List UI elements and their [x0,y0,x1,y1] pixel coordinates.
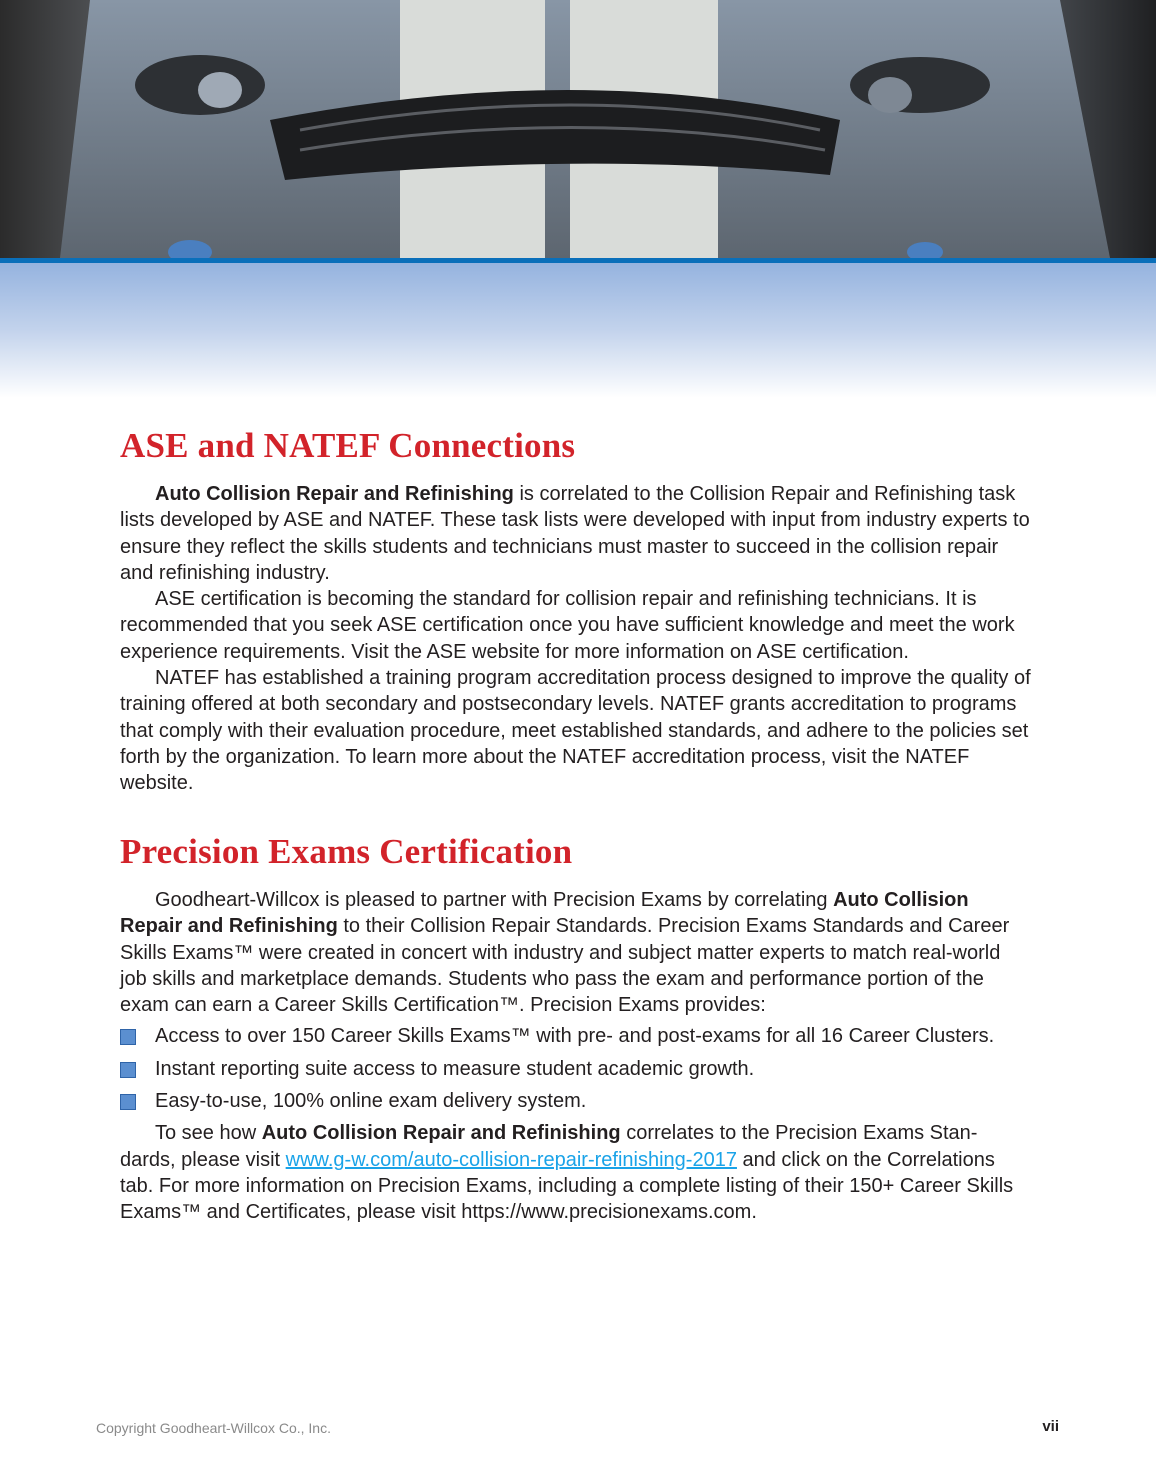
paragraph [120,1120,1032,1225]
car-illustration [0,0,1156,258]
paragraph: ASE certification is becoming the standard for collision repair and refinishing technicians. It is recommended that you seek ASE certification once you have sufficient knowledge and meet the work experience requirements. Visit the ASE website for more information on ASE certification. [120,588,1015,663]
square-bullet-icon [120,1029,136,1045]
book-title: Auto Collision Repair and Refinishing [261,1122,621,1145]
paragraph-text: Goodheart-Willcox is pleased to partner with Precision Exams by correlating [155,889,834,911]
page-number: vii [1042,1418,1059,1435]
list-item-text: Access to over 150 Career Skills Exams™ with pre- and post-exams for all 16 Career Clusters. [155,1025,995,1048]
paragraph-text: is correlated to the Collision Repair and Refinishing task lists developed by ASE and NATEF. These task lists were developed with input from industry experts to ensure they reflect the skills students and technicians must master to succeed in the collision repair and refinishing industry. [120,483,1030,584]
bullet-list [120,1023,1032,1114]
paragraph [120,481,1032,586]
paragraph-text: To see how [155,1122,262,1145]
list-item [120,1088,1032,1114]
paragraph-text: and click on the Correlations tab. For more information on Precision Exams, including a complete listing of their 150+ Career Skills Exams™ and Certificates, please visit https://www.precisionexams.com. [120,1148,1014,1224]
paragraph-text: to their Collision Repair Standards. Precision Exams Standards and Career Skills Exams™ were created in concert with industry and subject matter experts to match real-world job skills and marketplace demands. Students who pass the exam and performance portion of the exam can earn a Career Skills Certification™. Precision Exams provides: [120,915,1010,1017]
paragraph-text: correlates to the Precision Exams Stan-dards, please visit [120,1122,978,1171]
square-bullet-icon [120,1062,136,1078]
list-item [120,1023,1032,1049]
list-item [120,1056,1032,1082]
paragraph [120,887,1032,1018]
header-gradient [0,263,1156,398]
square-bullet-icon [120,1094,136,1110]
list-item-text: Easy-to-use, 100% online exam delivery system. [155,1090,587,1113]
correlations-link[interactable]: www.g-w.com/auto-collision-repair-refinishing-2017 [285,1148,737,1171]
car-hood-photo [0,0,1156,258]
list-item-text: Instant reporting suite access to measure student academic growth. [155,1057,755,1080]
book-title: Auto Collision Repair and Refinishing [120,889,969,938]
paragraph: NATEF has established a training program accreditation process designed to improve the quality of training offered at both secondary and postsecondary levels. NATEF grants accreditation to programs that comply with their evaluation procedure, meet established standards, and adhere to the policies set forth by the organization. To learn more about the NATEF accreditation process, visit the NATEF website. [120,667,1031,795]
copyright-notice: Copyright Goodheart-Willcox Co., Inc. [96,1420,331,1436]
ase-natef-body [120,481,1032,797]
section-heading-ase-natef: ASE and NATEF Connections [120,426,576,465]
precision-exams-body [120,887,1032,1226]
section-heading-precision-exams: Precision Exams Certification [120,832,573,871]
book-title: Auto Collision Repair and Refinishing [155,483,514,505]
